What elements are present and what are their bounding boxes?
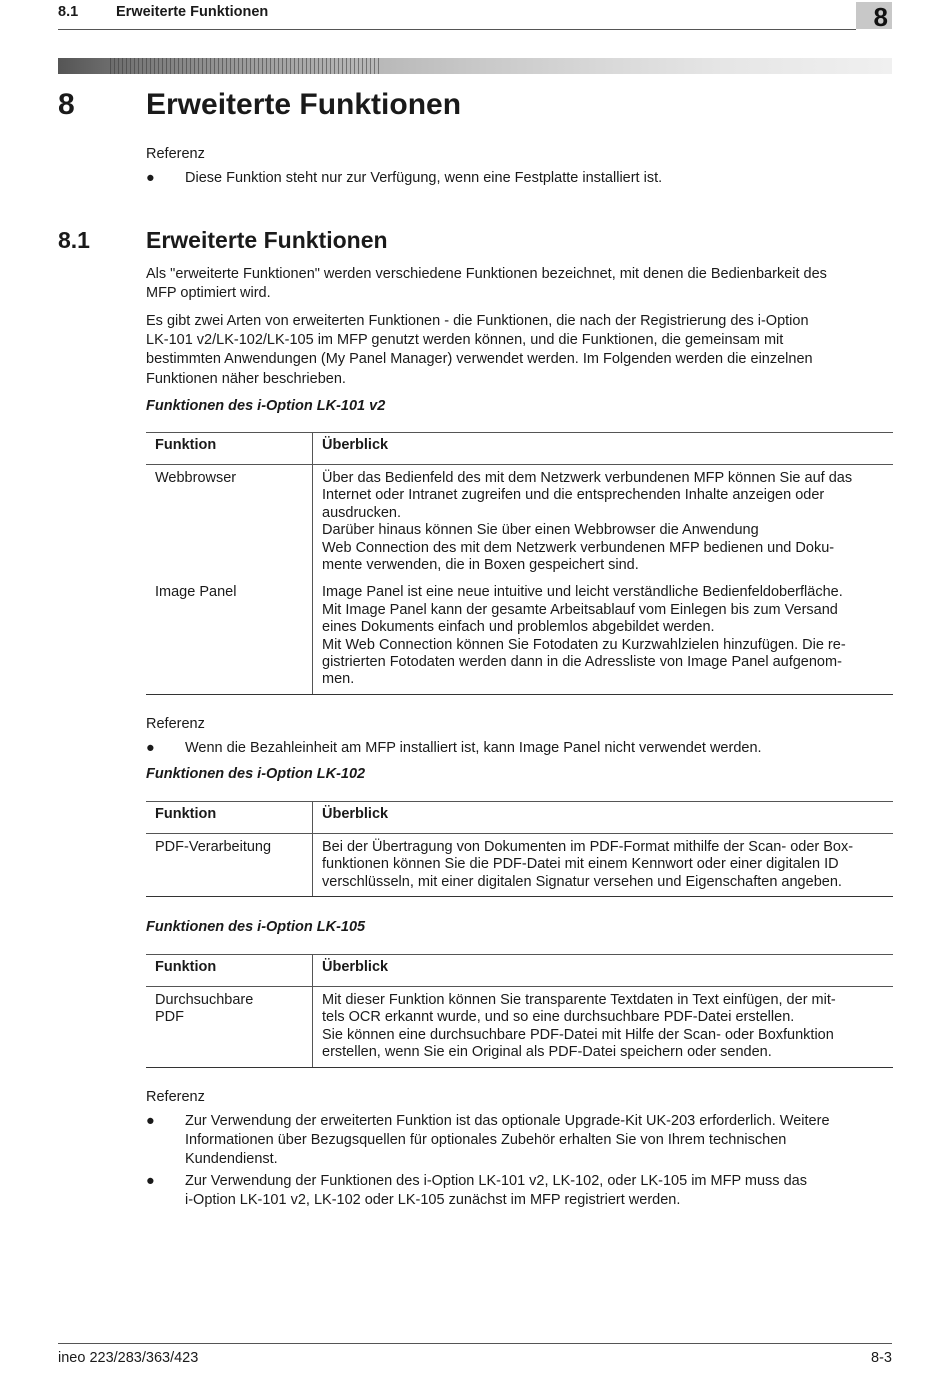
table-lk101 [146,432,893,695]
running-header [58,4,268,20]
intro-paragraph-2 [146,312,813,389]
footer-rule [58,1343,892,1344]
bullet-text [185,1112,905,1170]
intro-paragraph-1 [146,265,827,303]
chapter-number: 8 [58,88,75,121]
reference-label: Referenz [146,1089,205,1105]
text-line: Es gibt zwei Arten von erweiterten Funktionen - die Funktionen, die nach der Registrierung des i-Option [146,313,809,329]
function-name: PDF-Verarbeitung [146,834,313,897]
text-line: mente verwenden, die in Boxen gespeichert sind. [322,557,639,574]
table-lk102 [146,801,893,897]
function-name: Image Panel [146,579,313,694]
function-description [313,987,894,1068]
column-header-ueberblick: Überblick [313,802,894,834]
text-line: Als "erweiterte Funktionen" werden verschiedene Funktionen bezeichnet, mit denen die Bedienbarkeit des [146,266,827,282]
text-line: verschlüsseln, mit einer digitalen Signatur versehen und Eigenschaften angeben. [322,873,842,890]
column-header-funktion: Funktion [146,433,313,465]
text-line: tels OCR erkannt wurde, und so eine durchsuchbare PDF-Datei erstellen. [322,1009,795,1026]
reference-label: Referenz [146,146,205,162]
header-rule [58,29,856,30]
text-line: Kundendienst. [185,1151,278,1168]
function-description [313,579,894,694]
text-line: Zur Verwendung der Funktionen des i-Option LK-101 v2, LK-102, oder LK-105 im MFP muss das [185,1173,807,1189]
footer-model: ineo 223/283/363/423 [58,1350,199,1366]
function-name: Webbrowser [155,470,237,486]
function-description [313,465,894,580]
bullet-dot: ● [146,1113,155,1129]
table-header-row [146,955,893,987]
bullet-text: Wenn die Bezahleinheit am MFP installiert ist, kann Image Panel nicht verwendet werden. [185,740,762,756]
footer-page-number: 8-3 [871,1350,892,1366]
table-row [146,465,893,580]
running-header-number: 8.1 [58,4,79,20]
chapter-title: Erweiterte Funktionen [146,88,462,121]
text-line: Mit Web Connection können Sie Fotodaten zu Kurzwahlzielen hinzufügen. Die re- [322,636,846,653]
chapter-tab [856,2,892,32]
table-header-row [146,433,893,465]
text-line: Durchsuchbare [155,992,254,1008]
table-row [146,579,893,694]
table-row [146,987,893,1068]
column-header-funktion: Funktion [146,955,313,987]
table-row [146,834,893,897]
table-lk105 [146,954,893,1068]
text-line: ausdrucken. [322,504,401,521]
text-line: Bei der Übertragung von Dokumenten im PDF-Format mithilfe der Scan- oder Box- [322,839,854,855]
column-header-ueberblick: Überblick [313,955,894,987]
bullet-dot: ● [146,740,155,756]
decorative-stripe [58,58,892,74]
text-line: men. [322,671,355,688]
text-line: Zur Verwendung der erweiterten Funktion ist das optionale Upgrade-Kit UK-203 erforderlich. Weitere [185,1113,830,1129]
text-line: funktionen können Sie die PDF-Datei mit einem Kennwort oder einer digitalen ID [322,856,839,873]
text-line: Mit Image Panel kann der gesamte Arbeitsablauf vom Einlegen bis zum Versand [322,601,838,618]
text-line: i-Option LK-101 v2, LK-102 oder LK-105 zunächst im MFP registriert werden. [185,1192,681,1209]
column-header-funktion: Funktion [146,802,313,834]
bullet-text [185,1172,905,1210]
reference-label: Referenz [146,716,205,732]
text-line: PDF [155,1009,184,1026]
running-header-title: Erweiterte Funktionen [116,4,269,20]
text-line: MFP optimiert wird. [146,285,271,302]
function-description [313,834,894,897]
table3-heading: Funktionen des i-Option LK-105 [146,919,366,935]
text-line: gistrierten Fotodaten werden dann in die Adressliste von Image Panel aufgenom- [322,654,842,671]
text-line: Sie können eine durchsuchbare PDF-Datei mit Hilfe der Scan- oder Boxfunktion [322,1026,834,1043]
text-line: erstellen, wenn Sie ein Original als PDF-Datei speichern oder senden. [322,1044,772,1061]
bullet-dot: ● [146,170,155,186]
chapter-tab-number: 8 [873,2,888,32]
text-line: Image Panel ist eine neue intuitive und leicht verständliche Bedienfeldoberfläche. [322,584,843,601]
text-line: Darüber hinaus können Sie über einen Webbrowser die Anwendung [322,522,759,539]
text-line: Über das Bedienfeld des mit dem Netzwerk verbundenen MFP können Sie auf das [322,470,853,486]
text-line: bestimmten Anwendungen (My Panel Manager) verwendet werden. Im Folgenden werden die einzelnen [146,351,813,368]
function-name [146,987,313,1068]
table2-heading: Funktionen des i-Option LK-102 [146,766,366,782]
text-line: Web Connection des mit dem Netzwerk verbundenen MFP bedienen und Doku- [322,539,835,556]
bullet-dot: ● [146,1173,155,1189]
table-header-row [146,802,893,834]
bullet-text: Diese Funktion steht nur zur Verfügung, wenn eine Festplatte installiert ist. [185,170,663,186]
section-title: Erweiterte Funktionen [146,227,388,253]
text-line: Mit dieser Funktion können Sie transparente Textdaten in Text einfügen, der mit- [322,992,836,1008]
text-line: LK-101 v2/LK-102/LK-105 im MFP genutzt werden können, und die Funktionen, die gemeinsam mit [146,332,784,349]
text-line: Internet oder Intranet zugreifen und die entsprechenden Inhalte anzeigen oder [322,487,825,504]
table1-heading: Funktionen des i-Option LK-101 v2 [146,398,386,414]
column-header-ueberblick: Überblick [313,433,894,465]
text-line: Funktionen näher beschrieben. [146,370,346,387]
text-line: eines Dokuments einfach und problemlos abgebildet werden. [322,619,715,636]
stripe-pattern [110,58,380,74]
section-number: 8.1 [58,227,90,253]
text-line: Informationen über Bezugsquellen für optionales Zubehör erhalten Sie von Ihrem technischen [185,1132,787,1149]
